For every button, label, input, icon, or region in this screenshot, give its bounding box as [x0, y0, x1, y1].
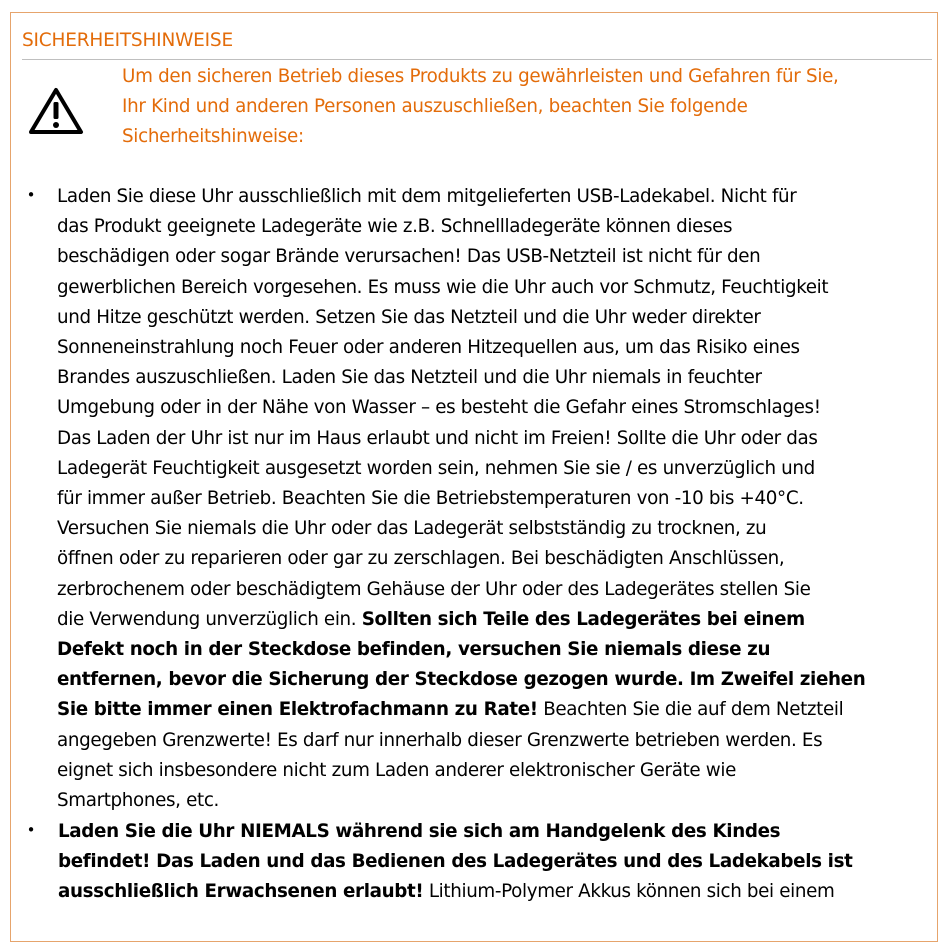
text-line: eignet sich insbesondere nicht zum Laden anderer elektronischer Geräte wie	[57, 759, 736, 781]
text-line: gewerblichen Bereich vorgesehen. Es muss wie die Uhr auch vor Schmutz, Feuchtigkeit	[57, 276, 829, 298]
safety-item-charging	[57, 182, 937, 816]
text-line: beschädigen oder sogar Brände verursachen! Das USB-Netzteil ist nicht für den	[57, 246, 761, 268]
text-line: öffnen oder zu reparieren oder gar zu zerschlagen. Bei beschädigten Anschlüssen,	[57, 548, 785, 570]
text-run: Beachten Sie die auf dem Netzteil	[537, 699, 844, 721]
section-heading: SICHERHEITSHINWEISE	[22, 30, 233, 51]
bold-text-line: Defekt noch in der Steckdose befinden, versuchen Sie niemals diese zu	[57, 639, 771, 661]
text-run: Lithium-Polymer Akkus können sich bei einem	[423, 881, 835, 903]
bold-text-line: befindet! Das Laden und das Bedienen des Ladegerätes und des Ladekabels ist	[58, 851, 853, 873]
text-line: für immer außer Betrieb. Beachten Sie die Betriebstemperaturen von -10 bis +40°C.	[57, 488, 804, 510]
text-line: Laden Sie diese Uhr ausschließlich mit dem mitgelieferten USB-Ladekabel. Nicht für	[57, 186, 797, 207]
safety-item-wrist	[58, 817, 938, 908]
text-line: Brandes auszuschließen. Laden Sie das Netzteil und die Uhr niemals in feuchter	[57, 367, 762, 389]
intro-line: Ihr Kind und anderen Personen auszuschließen, beachten Sie folgende	[122, 96, 748, 117]
bold-text-line: Laden Sie die Uhr NIEMALS während sie sich am Handgelenk des Kindes	[58, 821, 781, 842]
text-line: Das Laden der Uhr ist nur im Haus erlaubt und nicht im Freien! Sollte die Uhr oder das	[57, 427, 818, 449]
bullet-marker: •	[26, 186, 36, 204]
intro-line: Um den sicheren Betrieb dieses Produkts zu gewährleisten und Gefahren für Sie,	[122, 66, 839, 87]
bold-text-run: Sie bitte immer einen Elektrofachmann zu Rate!	[57, 699, 538, 721]
text-line: das Produkt geeignete Ladegeräte wie z.B. Schnellladegeräte können dieses	[57, 216, 733, 238]
text-line: Sonneneinstrahlung noch Feuer oder anderen Hitzequellen aus, um das Risiko eines	[57, 337, 800, 359]
heading-divider	[22, 59, 932, 60]
bold-text-run: ausschließlich Erwachsenen erlaubt!	[58, 881, 424, 903]
text-line: Versuchen Sie niemals die Uhr oder das Ladegerät selbstständig zu trocknen, zu	[57, 518, 767, 540]
text-run: die Verwendung unverzüglich ein.	[57, 608, 362, 630]
text-line: zerbrochenem oder beschädigtem Gehäuse der Uhr oder des Ladegerätes stellen Sie	[57, 578, 811, 600]
text-line: Smartphones, etc.	[57, 790, 219, 812]
text-line: Umgebung oder in der Nähe von Wasser – es besteht die Gefahr eines Stromschlages!	[57, 397, 821, 419]
intro-text	[122, 62, 922, 152]
text-line: angegeben Grenzwerte! Es darf nur innerhalb dieser Grenzwerte betrieben werden. Es	[57, 729, 823, 751]
text-line	[57, 605, 937, 635]
text-line: Ladegerät Feuchtigkeit ausgesetzt worden sein, nehmen Sie sie / es unverzüglich und	[57, 457, 815, 479]
text-line	[58, 877, 938, 907]
bullet-marker: •	[26, 821, 36, 839]
bold-text-run: Sollten sich Teile des Ladegerätes bei einem	[361, 608, 805, 630]
warning-triangle-icon	[28, 86, 84, 136]
text-line	[57, 695, 937, 725]
text-line: und Hitze geschützt werden. Setzen Sie das Netzteil und die Uhr weder direkter	[57, 306, 761, 328]
bold-text-line: entfernen, bevor die Sicherung der Steckdose gezogen wurde. Im Zweifel ziehen	[57, 669, 866, 691]
intro-line: Sicherheitshinweise:	[122, 126, 304, 147]
